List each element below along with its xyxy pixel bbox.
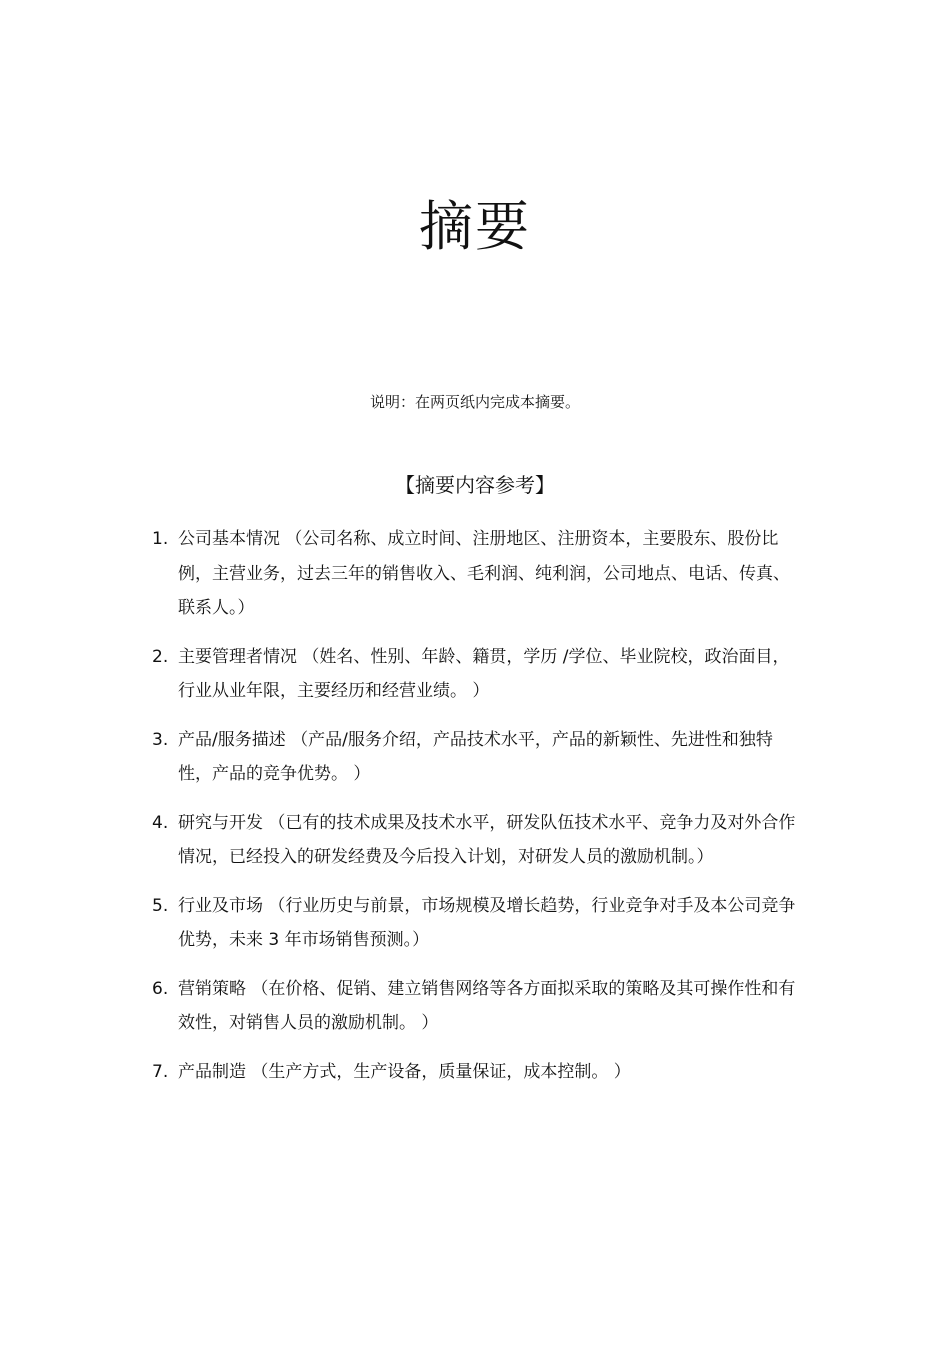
- list-item: [152, 723, 802, 792]
- item-text: 公司基本情况 （公司名称、成立时间、注册地区、注册资本，主要股东、股份比例，主营业务，过去三年的销售收入、毛利润、纯利润，公司地点、电话、传真、联系人。）: [178, 529, 790, 618]
- item-number: 2.: [152, 646, 169, 667]
- instruction-text: 说明：在两页纸内完成本摘要。: [369, 393, 580, 411]
- item-number: 3.: [152, 729, 169, 750]
- item-text: 主要管理者情况 （姓名、性别、年龄、籍贯，学历 /学位、毕业院校，政治面目，行业从业年限，主要经历和经营业绩。 ）: [178, 646, 790, 701]
- item-text: 行业及市场 （行业历史与前景，市场规模及增长趋势，行业竞争对手及本公司竞争优势，未来 3 年市场销售预测。）: [178, 895, 796, 950]
- item-number: 4.: [152, 812, 169, 833]
- page-title: 摘要: [419, 195, 531, 258]
- list-item: [152, 889, 802, 958]
- list-item: [152, 522, 802, 626]
- item-number: 5.: [152, 895, 169, 916]
- item-text: 研究与开发 （已有的技术成果及技术水平，研发队伍技术水平、竞争力及对外合作情况，已经投入的研发经费及今后投入计划，对研发人员的激励机制。）: [178, 812, 796, 867]
- item-number: 1.: [152, 529, 169, 549]
- list-item: [152, 806, 802, 875]
- item-text: 产品/服务描述 （产品/服务介绍，产品技术水平，产品的新颖性、先进性和独特性，产品的竞争优势。 ）: [178, 729, 773, 784]
- summary-items-list: [152, 522, 802, 1103]
- list-item: [152, 972, 802, 1041]
- list-item: [152, 640, 802, 709]
- list-item: [152, 1055, 802, 1090]
- item-text: 营销策略 （在价格、促销、建立销售网络等各方面拟采取的策略及其可操作性和有效性，对销售人员的激励机制。 ）: [178, 978, 796, 1033]
- item-text: 产品制造 （生产方式，生产设备，质量保证，成本控制。 ）: [178, 1061, 631, 1082]
- item-number: 7.: [152, 1061, 169, 1082]
- section-heading: 【摘要内容参考】: [395, 473, 555, 497]
- item-number: 6.: [152, 978, 169, 999]
